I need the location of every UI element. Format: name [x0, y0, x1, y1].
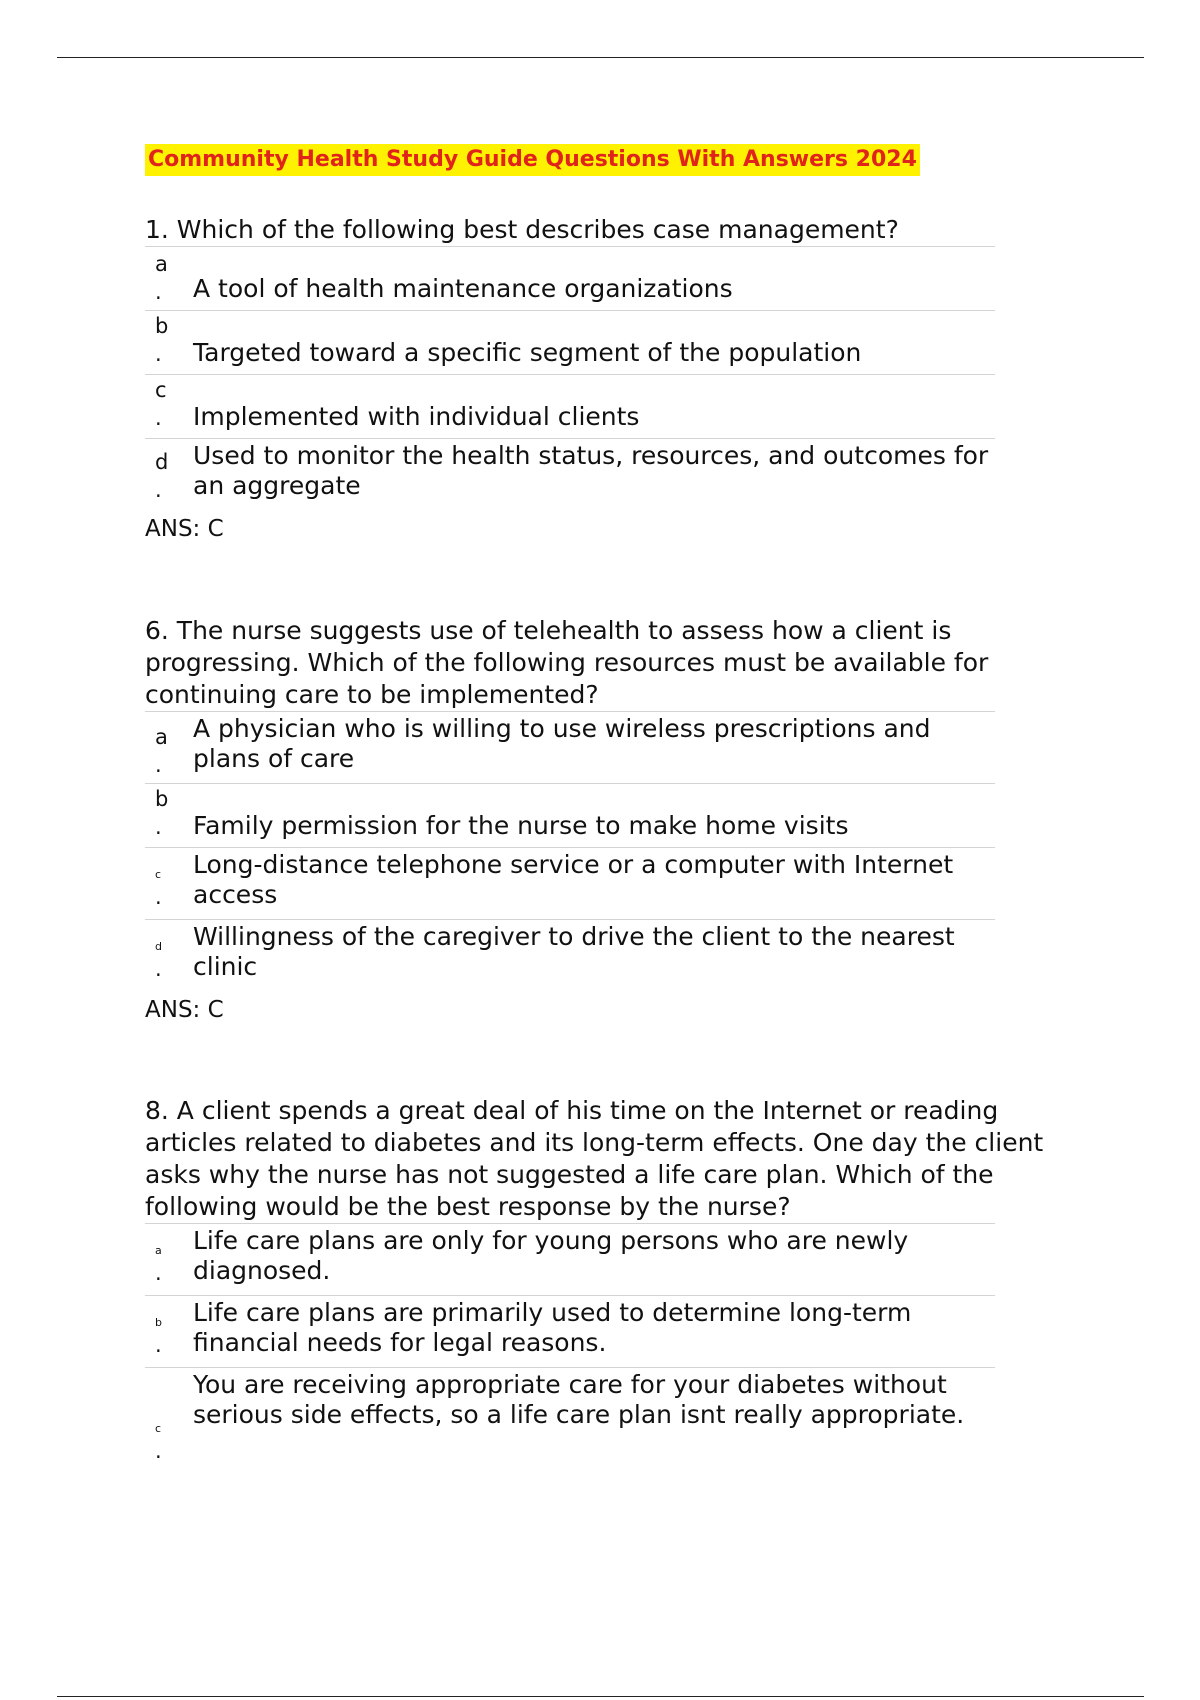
option-a: a . Life care plans are only for young persons who are newly diagnosed. [145, 1223, 995, 1295]
option-c: c . Long-distance telephone service or a computer with Internet access [145, 847, 995, 919]
option-text: Long-distance telephone service or a computer with Internet access [193, 850, 954, 909]
option-letter: d [155, 450, 169, 474]
answer-key: ANS: C [145, 516, 224, 542]
option-b: b . Targeted toward a specific segment of the population [145, 310, 995, 374]
option-text: Willingness of the caregiver to drive the client to the nearest clinic [193, 922, 955, 981]
option-text: Targeted toward a specific segment of the population [193, 338, 862, 367]
option-letter: c [155, 868, 162, 881]
option-letter: a [155, 252, 168, 276]
question-8 [145, 1095, 1075, 1467]
option-text: Life care plans are only for young persons who are newly diagnosed. [193, 1226, 909, 1285]
option-b: b . Life care plans are primarily used to determine long-term financial needs for legal reasons. [145, 1295, 995, 1367]
option-letter: a [155, 725, 168, 749]
bottom-rule [57, 1696, 1144, 1697]
option-letter: b [155, 1316, 162, 1329]
question-1-options [145, 246, 995, 510]
option-text: Implemented with individual clients [193, 402, 640, 431]
option-letter: c [155, 378, 167, 402]
document-title: Community Health Study Guide Questions With Answers 2024 [145, 144, 920, 176]
option-text: Family permission for the nurse to make home visits [193, 811, 849, 840]
option-text: Life care plans are primarily used to determine long-term financial needs for legal reasons. [193, 1298, 912, 1357]
answer-key: ANS: C [145, 997, 224, 1023]
question-1-stem: 1. Which of the following best describes case management? [145, 215, 899, 244]
option-d: d . Used to monitor the health status, resources, and outcomes for an aggregate [145, 438, 995, 510]
option-text: Used to monitor the health status, resources, and outcomes for an aggregate [193, 441, 989, 500]
question-1 [145, 214, 1075, 544]
option-text: A physician who is willing to use wireless prescriptions and plans of care [193, 714, 931, 773]
option-letter: b [155, 314, 169, 338]
option-a: a . A tool of health maintenance organizations [145, 246, 995, 310]
option-text: You are receiving appropriate care for your diabetes without serious side effects, so a life care plan isnt really appropriate. [193, 1370, 965, 1429]
question-6 [145, 615, 1075, 1025]
option-letter: c [155, 1422, 162, 1435]
question-8-stem: 8. A client spends a great deal of his time on the Internet or reading articles related to diabetes and its long-term effects. One day the client asks why the nurse has not suggested a life care plan. Which of the following would be the best response by the nurse? [145, 1096, 1044, 1221]
option-b: b . Family permission for the nurse to make home visits [145, 783, 995, 847]
question-8-options [145, 1223, 995, 1467]
question-6-stem: 6. The nurse suggests use of telehealth to assess how a client is progressing. Which of the following resources must be available for continuing care to be implemented? [145, 616, 989, 709]
option-c: c . You are receiving appropriate care for your diabetes without serious side effects, so a life care plan isnt really appropriate. [145, 1367, 995, 1467]
option-letter: b [155, 787, 169, 811]
option-a: a . A physician who is willing to use wireless prescriptions and plans of care [145, 711, 995, 783]
option-c: c . Implemented with individual clients [145, 374, 995, 438]
question-6-options [145, 711, 995, 991]
option-d: d . Willingness of the caregiver to drive the client to the nearest clinic [145, 919, 995, 991]
option-text: A tool of health maintenance organizations [193, 274, 733, 303]
option-letter: a [155, 1244, 162, 1257]
option-letter: d [155, 940, 162, 953]
top-rule [57, 57, 1144, 58]
